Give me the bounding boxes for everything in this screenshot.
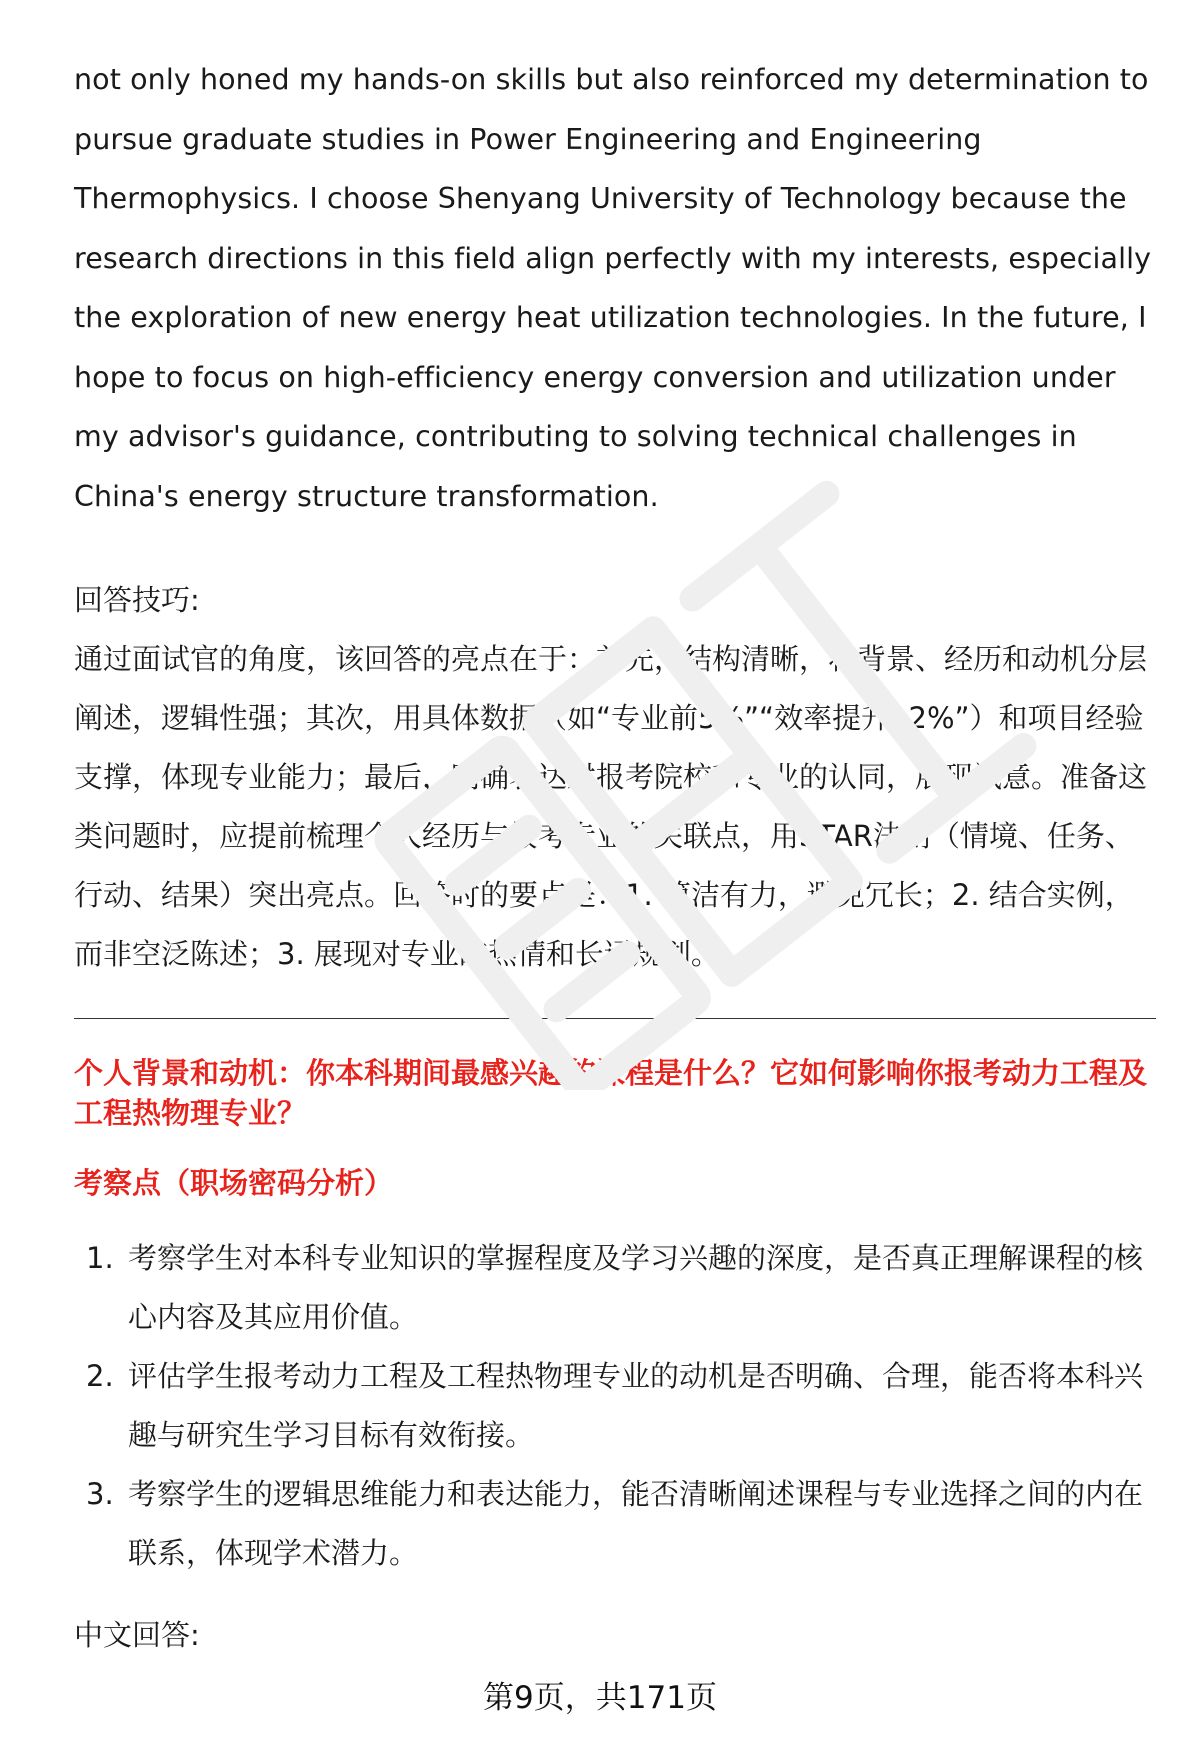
- list-item-number: 3.: [86, 1477, 114, 1511]
- question-title: 个人背景和动机：你本科期间最感兴趣的课程是什么？它如何影响你报考动力工程及工程热物理专业？: [74, 1056, 1148, 1130]
- intro-paragraph: not only honed my hands-on skills but also reinforced my determination to pursue graduate studies in Power Engineering and Engineering Thermophysics. I choose Shenyang University of Technology because the research directions in this field align perfectly with my interests, especially the exploration of new energy heat utilization technologies. In the future, I hope to focus on high-efficiency energy conversion and utilization under my advisor's guidance, contributing to solving technical challenges in China's energy structure transformation.: [74, 63, 1152, 513]
- list-item: [74, 1229, 1154, 1347]
- list-item-number: 2.: [86, 1359, 114, 1393]
- page-number-footer: 第9页，共171页: [483, 1680, 717, 1716]
- list-item: [74, 1347, 1154, 1465]
- list-item-number: 1.: [86, 1241, 114, 1275]
- assessment-points-list: [74, 1229, 1154, 1583]
- tips-label: 回答技巧:: [74, 583, 200, 617]
- section-divider: [74, 1018, 1156, 1019]
- tips-paragraph: 通过面试官的角度，该回答的亮点在于：首先，结构清晰，将背景、经历和动机分层阐述，逻辑性强；其次，用具体数据（如“专业前5%”“效率提升12%”）和项目经验支撑，体现专业能力；最后，明确表达对报考院校和专业的认同，展现诚意。准备这类问题时，应提前梳理个人经历与报考专业的关联点，用STAR法则（情境、任务、行动、结果）突出亮点。回答时的要点是：1. 简洁有力，避免冗长；2. 结合实例，而非空泛陈述；3. 展现对专业的热情和长远规划。: [74, 642, 1148, 971]
- list-item-text: 考察学生对本科专业知识的掌握程度及学习兴趣的深度，是否真正理解课程的核心内容及其应用价值。: [128, 1241, 1144, 1334]
- list-item: [74, 1465, 1154, 1583]
- list-item-text: 考察学生的逻辑思维能力和表达能力，能否清晰阐述课程与专业选择之间的内在联系，体现学术潜力。: [128, 1477, 1144, 1570]
- answer-label: 中文回答:: [74, 1618, 200, 1652]
- list-item-text: 评估学生报考动力工程及工程热物理专业的动机是否明确、合理，能否将本科兴趣与研究生学习目标有效衔接。: [128, 1359, 1144, 1452]
- document-page: [74, 50, 1154, 1655]
- assessment-points-heading: 考察点（职场密码分析）: [74, 1166, 394, 1200]
